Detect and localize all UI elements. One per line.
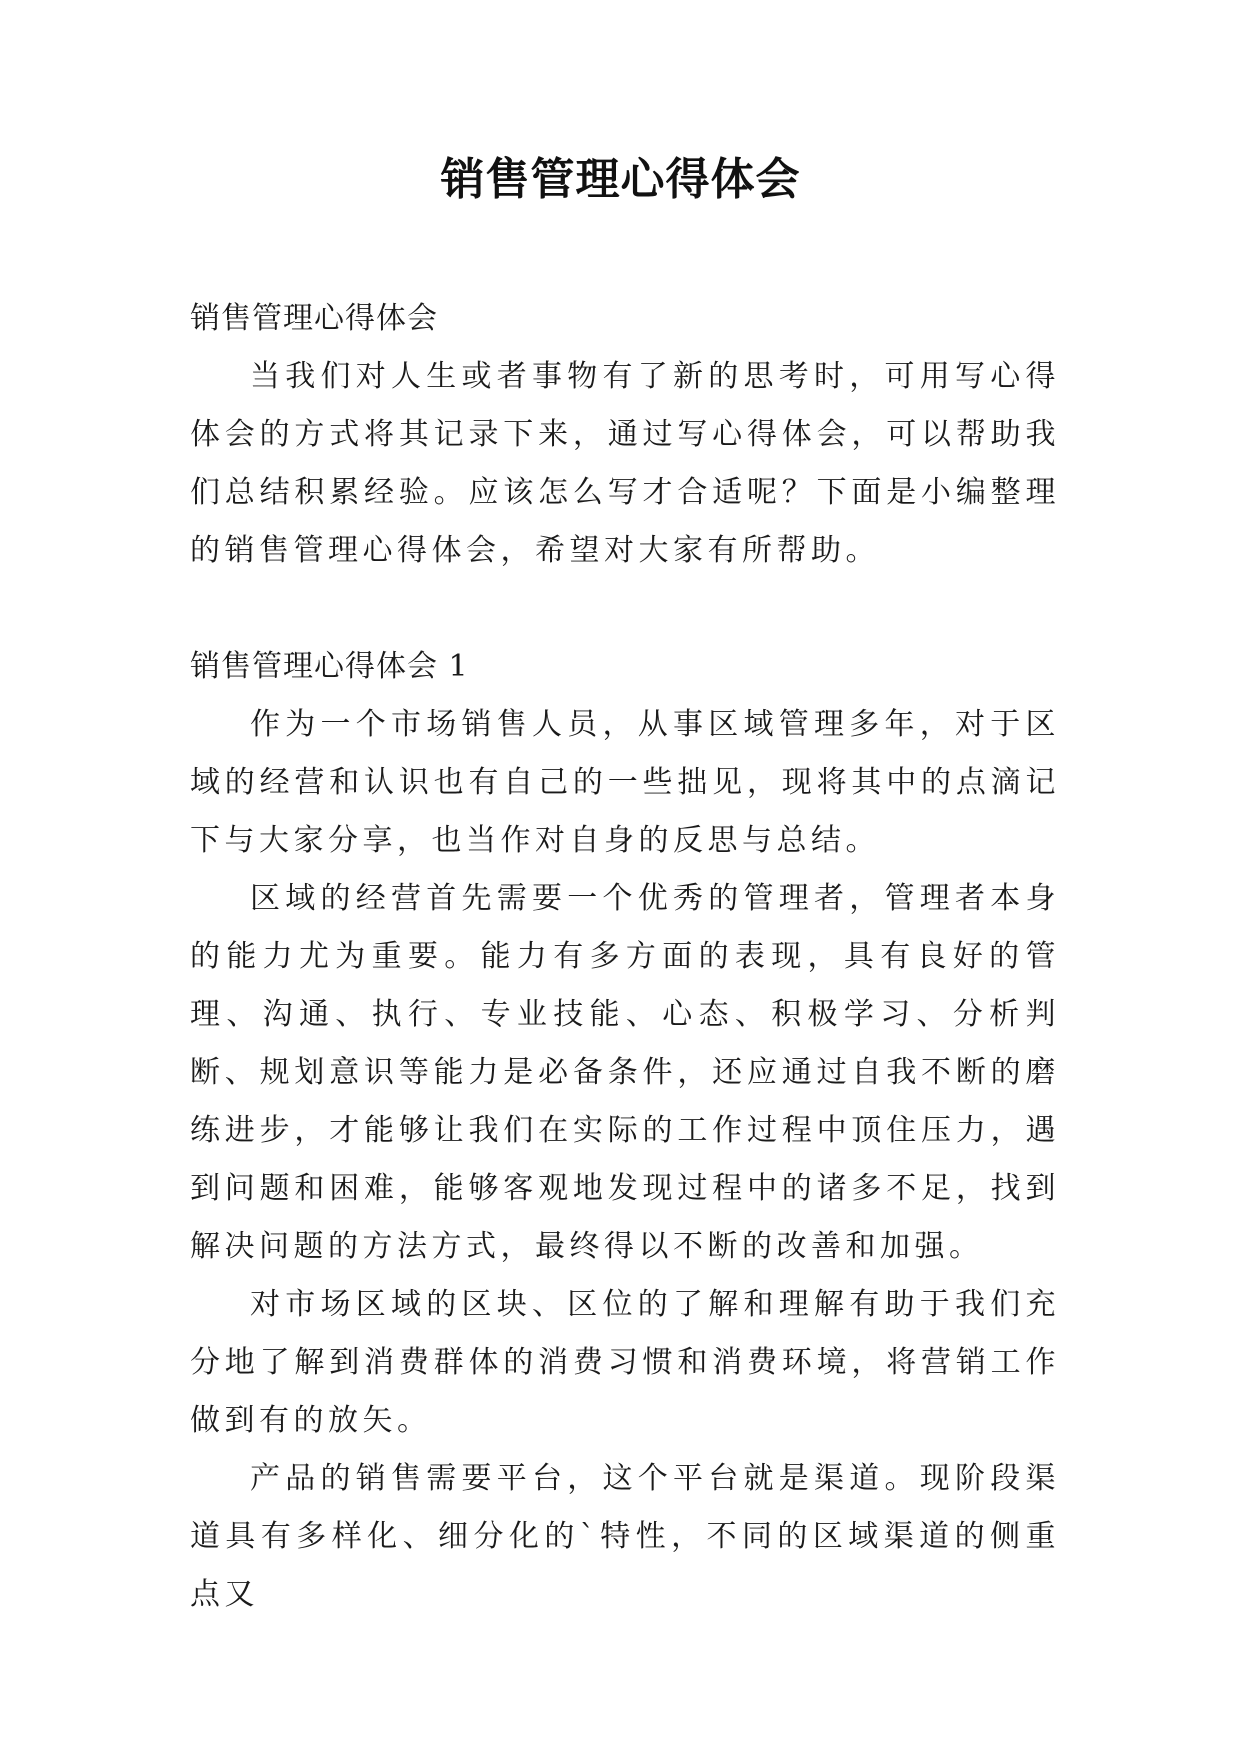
document-body [190,290,1060,1624]
section1-paragraph-3: 对市场区域的区块、区位的了解和理解有助于我们充分地了解到消费群体的消费习惯和消费环境，将营销工作做到有的放矢。 [190,1287,1060,1438]
section1-paragraph-2: 区域的经营首先需要一个优秀的管理者，管理者本身的能力尤为重要。能力有多方面的表现，具有良好的管理、沟通、执行、专业技能、心态、积极学习、分析判断、规划意识等能力是必备条件，还应通过自我不断的磨练进步，才能够让我们在实际的工作过程中顶住压力，遇到问题和困难，能够客观地发现过程中的诸多不足，找到解决问题的方法方式，最终得以不断的改善和加强。 [190,881,1060,1264]
intro-paragraph: 当我们对人生或者事物有了新的思考时，可用写心得体会的方式将其记录下来，通过写心得体会，可以帮助我们总结积累经验。应该怎么写才合适呢？下面是小编整理的销售管理心得体会，希望对大家有所帮助。 [190,359,1060,568]
section1-paragraph-1: 作为一个市场销售人员，从事区域管理多年，对于区域的经营和认识也有自己的一些拙见，现将其中的点滴记下与大家分享，也当作对自身的反思与总结。 [190,707,1060,858]
section-spacer [190,580,1060,638]
intro-heading: 销售管理心得体会 [190,301,438,336]
document-title: 销售管理心得体会 [440,154,801,205]
section1-paragraph-4: 产品的销售需要平台，这个平台就是渠道。现阶段渠道具有多样化、细分化的`特性，不同的区域渠道的侧重点又 [190,1461,1060,1612]
section1-heading: 销售管理心得体会 1 [190,649,469,684]
